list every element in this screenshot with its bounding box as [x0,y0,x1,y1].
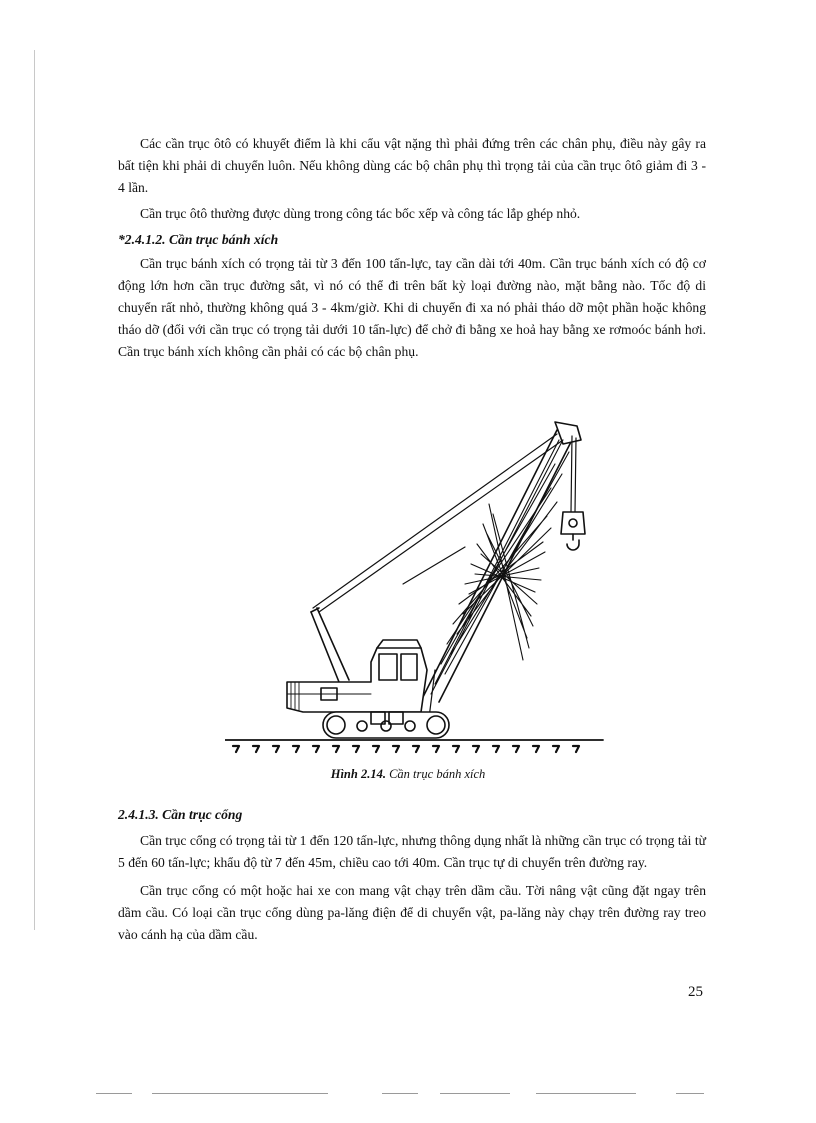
ground-line [225,740,603,752]
heading-gantry-crane: 2.4.1.3. Cần trục cổng [118,807,243,822]
paragraph-auto-crane-drawback: Các cần trục ôtô có khuyết điểm là khi cẩu vật nặng thì phải đứng trên các chân phụ, điều này gây ra bất tiện khi phải di chuyển luôn. Nếu không dùng các bộ chân phụ thì trọng tải của cần trục ôtô giảm đi 3 - 4 lần. [118,136,706,195]
footer-rule [536,1093,636,1094]
heading-crawler-crane: *2.4.1.2. Cần trục bánh xích [118,232,279,247]
footer-rule [440,1093,510,1094]
caption-label: Hình 2.14. [330,767,386,781]
crawler-crane-illustration [225,412,605,757]
paragraph-gantry-crane-trolley: Cần trục cổng có một hoặc hai xe con mang vật chạy trên dầm cầu. Tời nâng vật cũng đặt ngay trên dầm cầu. Có loại cần trục cổng dùng pa-lăng điện để di chuyển vật, pa-lăng này chạy trên đường ray treo vào cánh hạ của dầm cầu. [118,883,706,942]
footer-rule [96,1093,132,1094]
footer-rule [152,1093,328,1094]
crawler-track [323,712,449,738]
a-frame-mast [311,608,349,682]
text-section-bottom [118,804,706,946]
paragraph-gantry-crane-capacity: Cần trục cổng có trọng tải từ 1 đến 120 tấn-lực, nhưng thông dụng nhất là những cần trục có trọng tải từ 5 đến 60 tấn-lực; khẩu độ từ 7 đến 45m, chiều cao tới 40m. Cần trục tự di chuyển trên đường ray. [118,833,706,870]
figure-caption [0,767,816,782]
scan-edge-line [34,50,35,930]
paragraph-auto-crane-use: Cần trục ôtô thường được dùng trong công tác bốc xếp và công tác lắp ghép nhỏ. [140,206,581,221]
boom-cables [313,434,563,612]
caption-text: Cần trục bánh xích [385,767,486,781]
lattice-boom [423,422,581,702]
paragraph-crawler-crane: Cần trục bánh xích có trọng tải từ 3 đến 100 tấn-lực, tay cần dài tới 40m. Cần trục bánh xích có độ cơ động lớn hơn cần trục đường sắt, vì nó có thể đi trên bất kỳ loại đường nào, mặt bằng nào. Tốc độ di chuyển rất nhỏ, thường không quá 3 - 4km/giờ. Khi di chuyển đi xa nó phải tháo dỡ một phần hoặc không tháo dỡ (đối với cần trục có trọng tải dưới 10 tấn-lực) để chở đi bằng xe hoả hay bằng xe rơmoóc bánh hơi. Cần trục bánh xích không cần phải có các bộ chân phụ. [118,256,706,359]
page-number: 25 [688,984,703,1000]
footer-rule [382,1093,418,1094]
machinery-house [287,640,435,718]
footer-rule [676,1093,704,1094]
text-section-top [118,133,706,363]
